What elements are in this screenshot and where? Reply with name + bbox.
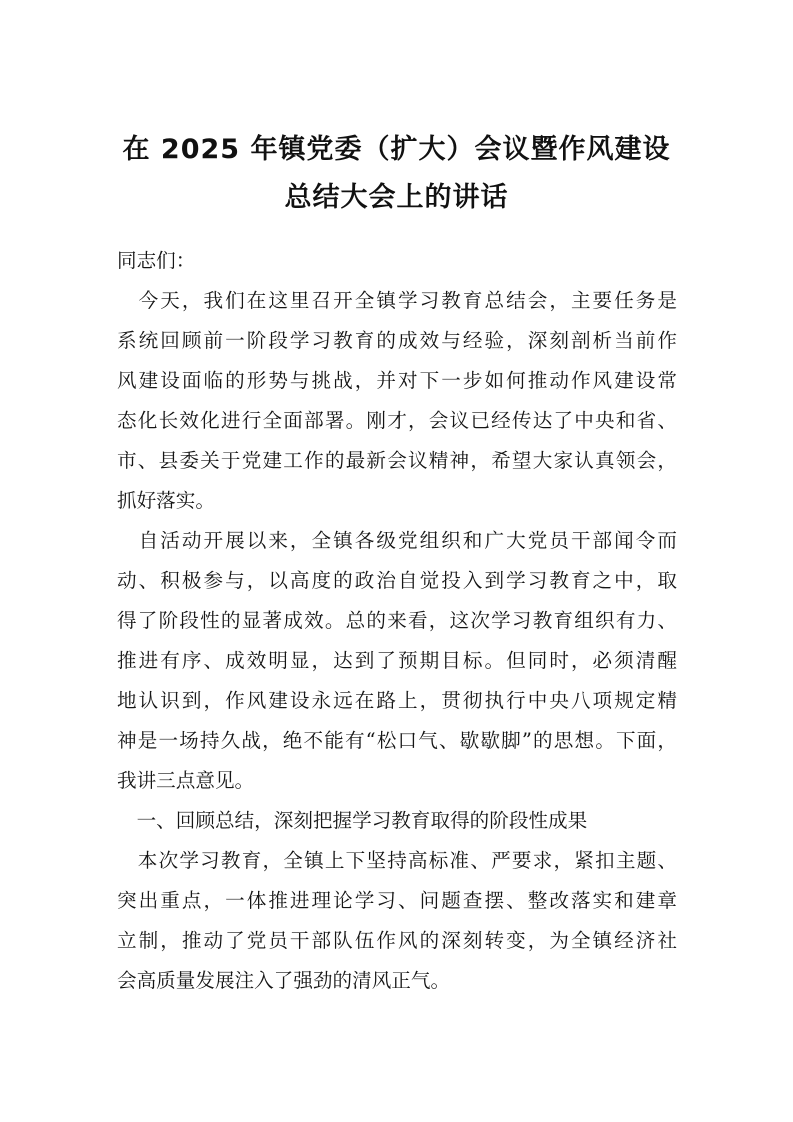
body-line: 得了阶段性的显著成效。总的来看，这次学习教育组织有力、 bbox=[117, 609, 677, 632]
document-title-line-1: 在 2025 年镇党委（扩大）会议暨作风建设 bbox=[122, 134, 671, 165]
body-line: 风建设面临的形势与挑战，并对下一步如何推动作风建设常 bbox=[117, 369, 677, 392]
section-heading: 一、回顾总结，深刻把握学习教育取得的阶段性成果 bbox=[117, 809, 588, 832]
body-line: 市、县委关于党建工作的最新会议精神，希望大家认真领会， bbox=[117, 449, 677, 472]
body-line: 地认识到，作风建设永远在路上，贯彻执行中央八项规定精 bbox=[117, 689, 677, 712]
body-line: 系统回顾前一阶段学习教育的成效与经验，深刻剖析当前作 bbox=[117, 329, 677, 352]
body-line: 立制，推动了党员干部队伍作风的深刻转变，为全镇经济社 bbox=[117, 929, 677, 952]
body-line: 推进有序、成效明显，达到了预期目标。但同时，必须清醒 bbox=[117, 649, 677, 672]
body-line: 动、积极参与，以高度的政治自觉投入到学习教育之中，取 bbox=[117, 569, 677, 592]
body-line: 抓好落实。 bbox=[117, 489, 215, 512]
body-line: 自活动开展以来，全镇各级党组织和广大党员干部闻令而 bbox=[117, 529, 677, 552]
body-line: 会高质量发展注入了强劲的清风正气。 bbox=[117, 969, 451, 992]
body-line: 本次学习教育，全镇上下坚持高标准、严要求，紧扣主题、 bbox=[117, 849, 677, 872]
document-title-line-2: 总结大会上的讲话 bbox=[284, 182, 509, 213]
body-line: 突出重点，一体推进理论学习、问题查摆、整改落实和建章 bbox=[117, 889, 677, 912]
body-line: 态化长效化进行全面部署。刚才，会议已经传达了中央和省、 bbox=[117, 409, 677, 432]
body-line: 我讲三点意见。 bbox=[117, 769, 255, 792]
body-line: 今天，我们在这里召开全镇学习教育总结会，主要任务是 bbox=[117, 289, 677, 312]
salutation: 同志们： bbox=[117, 249, 196, 272]
body-line: 神是一场持久战，绝不能有“松口气、歇歇脚”的思想。下面， bbox=[117, 729, 677, 752]
